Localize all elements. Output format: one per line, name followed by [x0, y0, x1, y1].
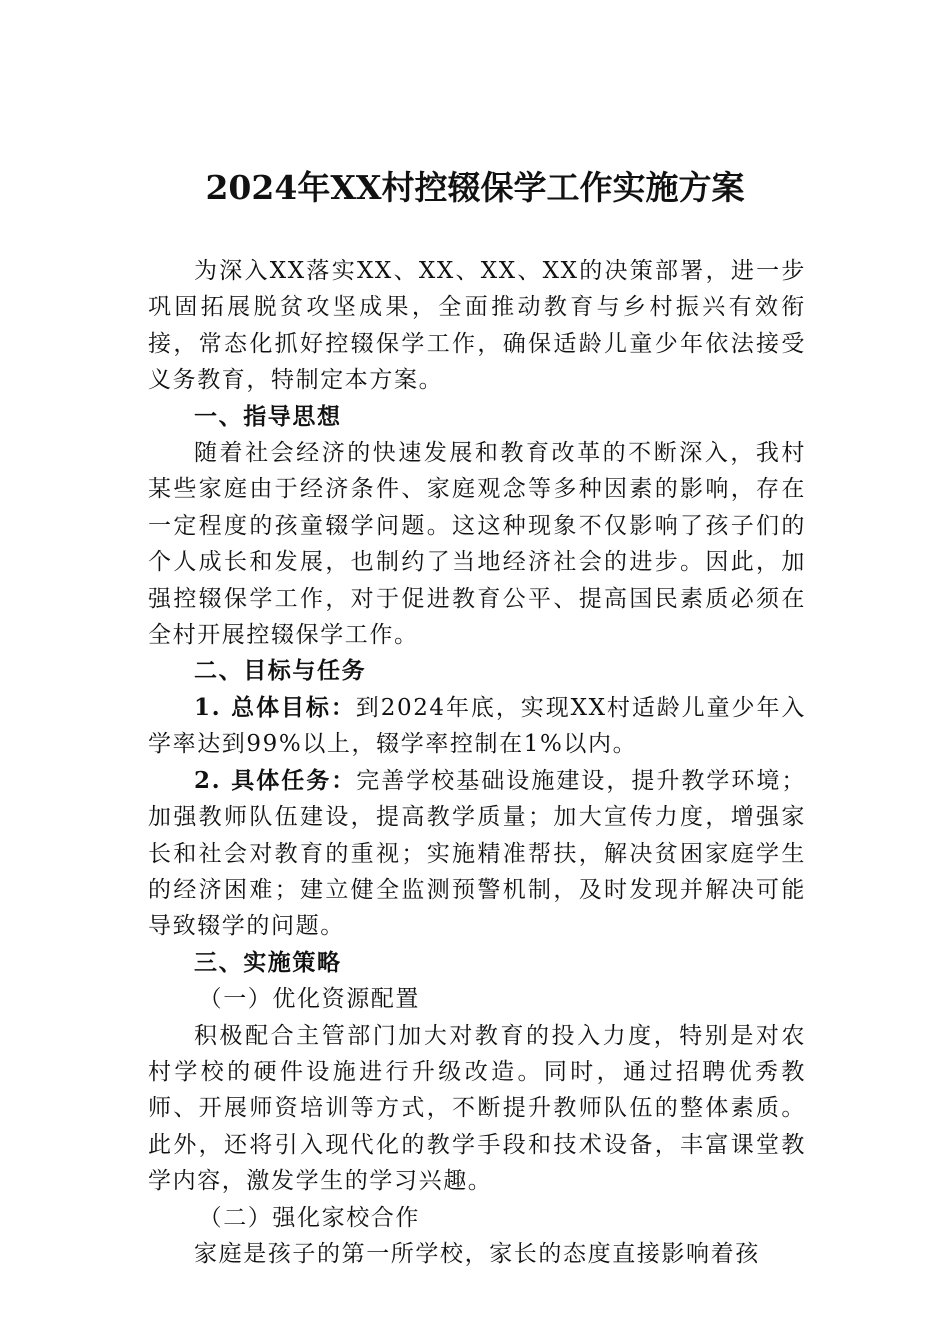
- sub1-heading: （一）优化资源配置: [198, 986, 420, 1013]
- section2-item2: [148, 763, 806, 945]
- sub1-paragraph: 积极配合主管部门加大对教育的投入力度，特别是对农村学校的硬件设施进行升级改造。同时，通过招聘优秀教师、开展师资培训等方式，不断提升教师队伍的整体素质。此外，还将引入现代化的教学手段和技术设备，丰富课堂教学内容，激发学生的学习兴趣。: [148, 1022, 806, 1195]
- item1-text: 到2024年底，实现XX村适龄儿童少年入学率达到99%以上，辍学率控制在1%以内。: [148, 694, 806, 758]
- item2-label: 2. 具体任务：: [194, 766, 357, 794]
- section2-item1: [148, 690, 806, 763]
- section1-paragraph: 随着社会经济的快速发展和教育改革的不断深入，我村某些家庭由于经济条件、家庭观念等多种因素的影响，存在一定程度的孩童辍学问题。这这种现象不仅影响了孩子们的个人成长和发展，也制约了当地经济社会的进步。因此，加强控辍保学工作，对于促进教育公平、提高国民素质必须在全村开展控辍保学工作。: [148, 440, 806, 649]
- section2-heading: 二、目标与任务: [194, 657, 367, 685]
- section1-heading: 一、指导思想: [194, 402, 342, 430]
- document-title: 2024年XX村控辍保学工作实施方案: [205, 168, 745, 207]
- section3-heading: 三、实施策略: [194, 948, 342, 976]
- item1-label: 1. 总体目标：: [194, 693, 356, 721]
- sub2-heading: （二）强化家校合作: [198, 1204, 420, 1231]
- sub2-paragraph: 家庭是孩子的第一所学校，家长的态度直接影响着孩: [194, 1240, 760, 1267]
- intro-paragraph: 为深入XX落实XX、XX、XX、XX的决策部署，进一步巩固拓展脱贫攻坚成果，全面推动教育与乡村振兴有效衔接，常态化抓好控辍保学工作，确保适龄儿童少年依法接受义务教育，特制定本方案。: [148, 258, 806, 394]
- item2-text: 完善学校基础设施建设，提升教学环境；加强教师队伍建设，提高教学质量；加大宣传力度，增强家长和社会对教育的重视；实施精准帮扶，解决贫困家庭学生的经济困难；建立健全监测预警机制，及时发现并解决可能导致辍学的问题。: [148, 767, 806, 940]
- document-body: [148, 253, 806, 1272]
